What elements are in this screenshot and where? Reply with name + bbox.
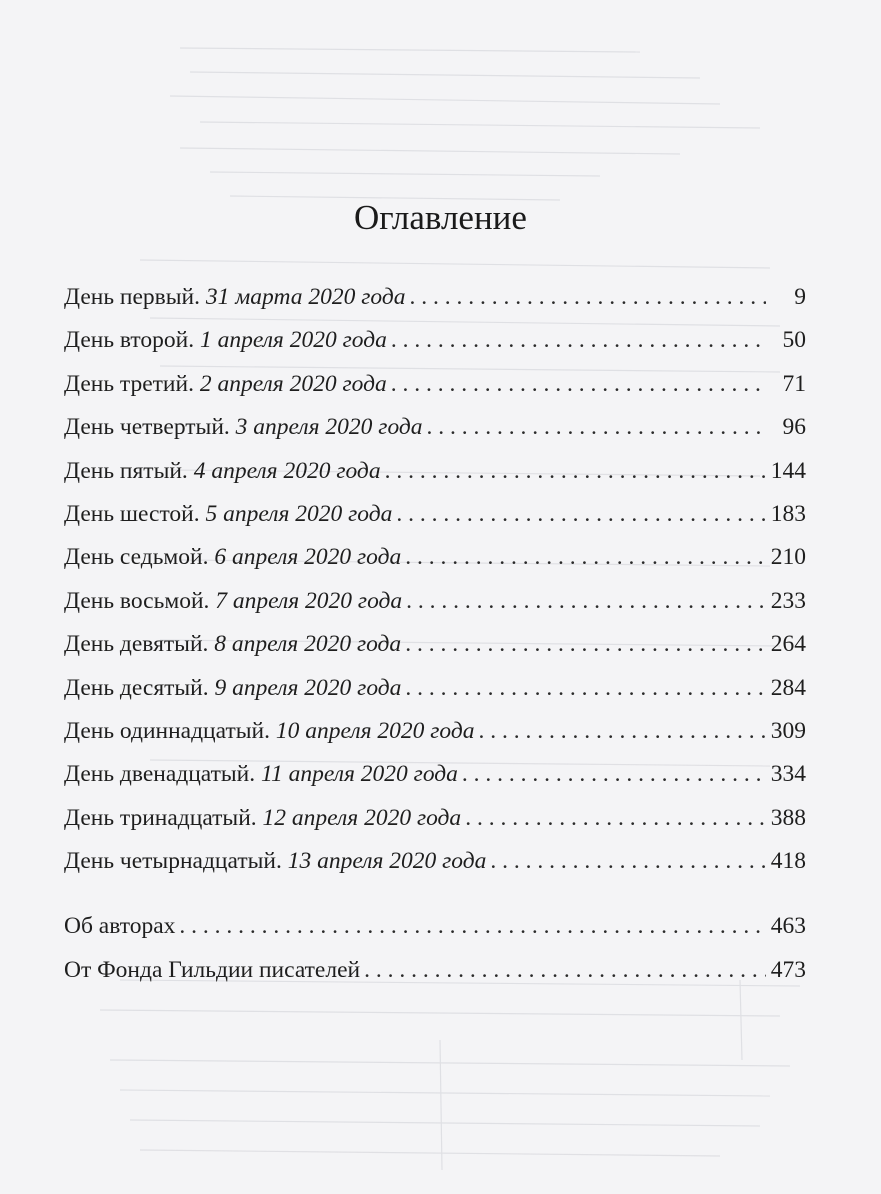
leader-dots (391, 319, 766, 362)
toc-entry-label: День восьмой. 7 апреля 2020 года (64, 587, 403, 614)
leader-dots (364, 949, 766, 992)
toc-entry[interactable] (64, 753, 806, 796)
toc-entry[interactable] (64, 840, 806, 883)
toc-entry-label: День первый. 31 марта 2020 года (64, 284, 406, 310)
leader-dots (396, 493, 766, 536)
toc-entry-label: День пятый. 4 апреля 2020 года (64, 457, 381, 484)
toc-page-number: 284 (770, 674, 806, 701)
toc-entry-label: День тринадцатый. 12 апреля 2020 года (64, 804, 462, 831)
leader-dots (405, 536, 766, 579)
toc-entry-label: День четвертый. 3 апреля 2020 года (64, 414, 423, 441)
toc-page-number: 9 (794, 284, 806, 310)
toc-entry-label: День одиннадцатый. 10 апреля 2020 года (64, 717, 475, 744)
toc-entry[interactable] (64, 623, 806, 666)
toc-page-number: 463 (770, 913, 806, 940)
leader-dots (490, 840, 766, 883)
toc-entry[interactable] (64, 797, 806, 840)
toc-page-number: 233 (770, 587, 806, 614)
toc-entry[interactable] (64, 710, 806, 753)
toc-entry[interactable] (64, 493, 806, 536)
toc-page-number: 144 (770, 457, 806, 484)
leader-dots (385, 450, 766, 493)
toc-entry[interactable] (64, 580, 806, 623)
leader-dots (179, 905, 766, 948)
leader-dots (427, 406, 766, 449)
toc-page-number: 71 (782, 370, 806, 397)
toc-page-number: 264 (770, 631, 806, 658)
toc-entry[interactable] (64, 363, 806, 406)
leader-dots (405, 667, 766, 710)
leader-dots (409, 276, 766, 319)
toc-entry-label: День седьмой. 6 апреля 2020 года (64, 544, 402, 571)
toc-entry[interactable] (64, 536, 806, 579)
leader-dots (479, 710, 767, 753)
toc-page-number: 388 (770, 804, 806, 831)
leader-dots (465, 797, 766, 840)
toc-entry-label: День четырнадцатый. 13 апреля 2020 года (64, 848, 487, 875)
toc-entry-label: День второй. 1 апреля 2020 года (64, 327, 387, 354)
leader-dots (391, 363, 766, 406)
toc-page-number: 96 (782, 414, 806, 441)
section-gap (64, 883, 806, 905)
toc-page-number: 210 (770, 544, 806, 571)
toc-entry-label: День двенадцатый. 11 апреля 2020 года (64, 761, 458, 788)
toc-page-number: 473 (770, 956, 806, 983)
toc-entry-label: День десятый. 9 апреля 2020 года (64, 674, 402, 701)
toc-entry-label: День девятый. 8 апреля 2020 года (64, 631, 402, 658)
toc-page-number: 183 (770, 500, 806, 527)
toc-heading: Оглавление (354, 198, 527, 237)
toc-page-number: 334 (770, 761, 806, 788)
table-of-contents (64, 276, 806, 992)
toc-entry-label: От Фонда Гильдии писателей (64, 956, 361, 983)
leader-dots (462, 753, 766, 796)
toc-entry-appendix[interactable] (64, 949, 806, 992)
toc-page-number: 418 (770, 848, 806, 875)
toc-page-number: 50 (782, 327, 806, 354)
toc-entry[interactable] (64, 319, 806, 362)
toc-entry[interactable] (64, 406, 806, 449)
toc-entry[interactable] (64, 276, 806, 319)
toc-entry-appendix[interactable] (64, 905, 806, 948)
toc-entry[interactable] (64, 667, 806, 710)
toc-entry[interactable] (64, 450, 806, 493)
leader-dots (405, 623, 766, 666)
toc-entry-label: Об авторах (64, 913, 176, 940)
toc-page-number: 309 (770, 717, 806, 744)
toc-entry-label: День третий. 2 апреля 2020 года (64, 370, 387, 397)
toc-entry-label: День шестой. 5 апреля 2020 года (64, 500, 393, 527)
leader-dots (406, 580, 766, 623)
